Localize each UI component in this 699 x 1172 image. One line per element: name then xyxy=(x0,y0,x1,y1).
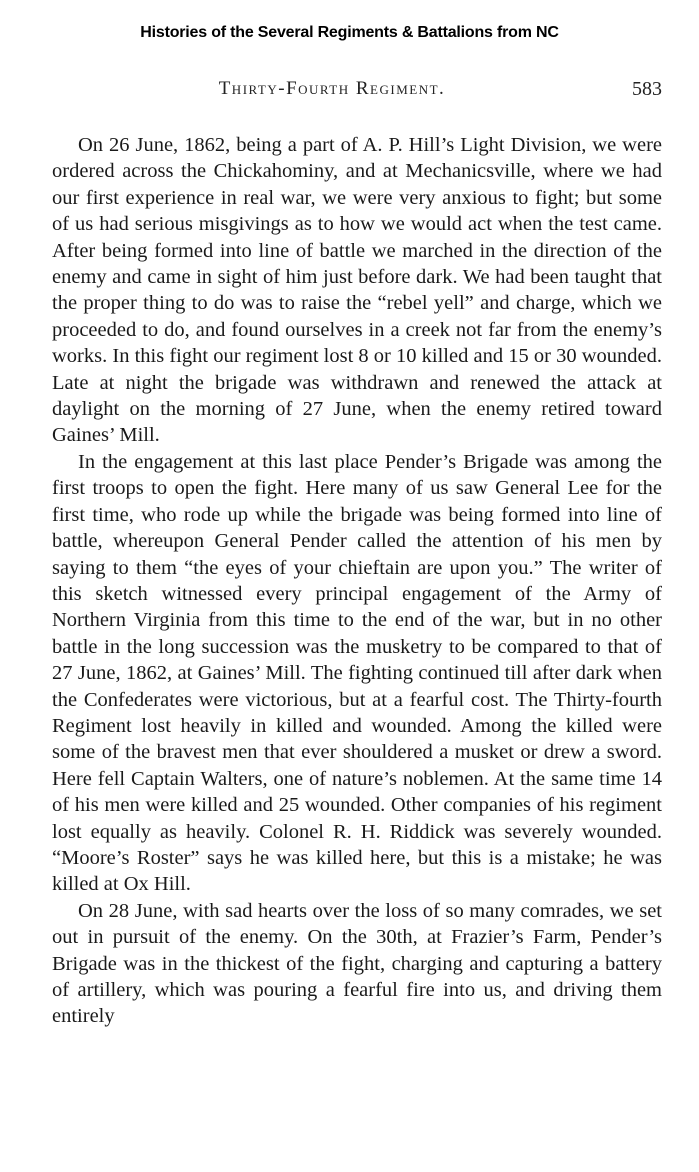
page-number: 583 xyxy=(632,78,662,100)
paragraph-1: On 26 June, 1862, being a part of A. P. Hill’s Light Division, we were ordered across the Chickahominy, and at Mechanicsville, where we had our first experience in real war, we were very anxious to fight; but some of us had serious misgivings as to how we would act when the test came. After being formed into line of battle we marched in the direction of the enemy and came in sight of him just before dark. We had been taught that the proper thing to do was to raise the “rebel yell” and charge, which we proceeded to do, and found ourselves in a creek not far from the enemy’s works. In this fight our regiment lost 8 or 10 killed and 15 or 30 wounded. Late at night the brigade was withdrawn and renewed the attack at daylight on the morning of 27 June, when the enemy retired toward Gaines’ Mill. xyxy=(52,134,662,447)
paragraph-2: In the engagement at this last place Pender’s Brigade was among the first troops to open the fight. Here many of us saw General Lee for the first time, who rode up while the brigade was being formed into line of battle, whereupon General Pender called the attention of his men by saying to them “the eyes of your chieftain are upon you.” The writer of this sketch witnessed every principal engagement of the Army of Northern Virginia from this time to the end of the war, but in no other battle in the long succession was the musketry to be compared to that of 27 June, 1862, at Gaines’ Mill. The fighting continued till after dark when the Confederates were victorious, but at a fearful cost. The Thirty-fourth Regiment lost heavily in killed and wounded. Among the killed were some of the bravest men that ever shouldered a musket or drew a sword. Here fell Captain Walters, one of nature’s noblemen. At the same time 14 of his men were killed and 25 wounded. Other companies of his regiment lost equally as heavily. Colonel R. H. Riddick was severely wounded. “Moore’s Roster” says he was killed here, but this is a mistake; he was killed at Ox Hill. xyxy=(52,450,662,896)
body-text xyxy=(52,132,662,1030)
paragraph-3: On 28 June, with sad hearts over the loss of so many comrades, we set out in pursuit of the enemy. On the 30th, at Frazier’s Farm, Pender’s Brigade was in the thickest of the fight, charging and capturing a battery of artillery, which was pouring a fearful fire into us, and driving them entirely xyxy=(52,899,662,1028)
running-head xyxy=(52,78,662,104)
page-banner: Histories of the Several Regiments & Battalions from NC xyxy=(140,24,559,41)
running-title: Thirty-Fourth Regiment. xyxy=(218,78,446,99)
